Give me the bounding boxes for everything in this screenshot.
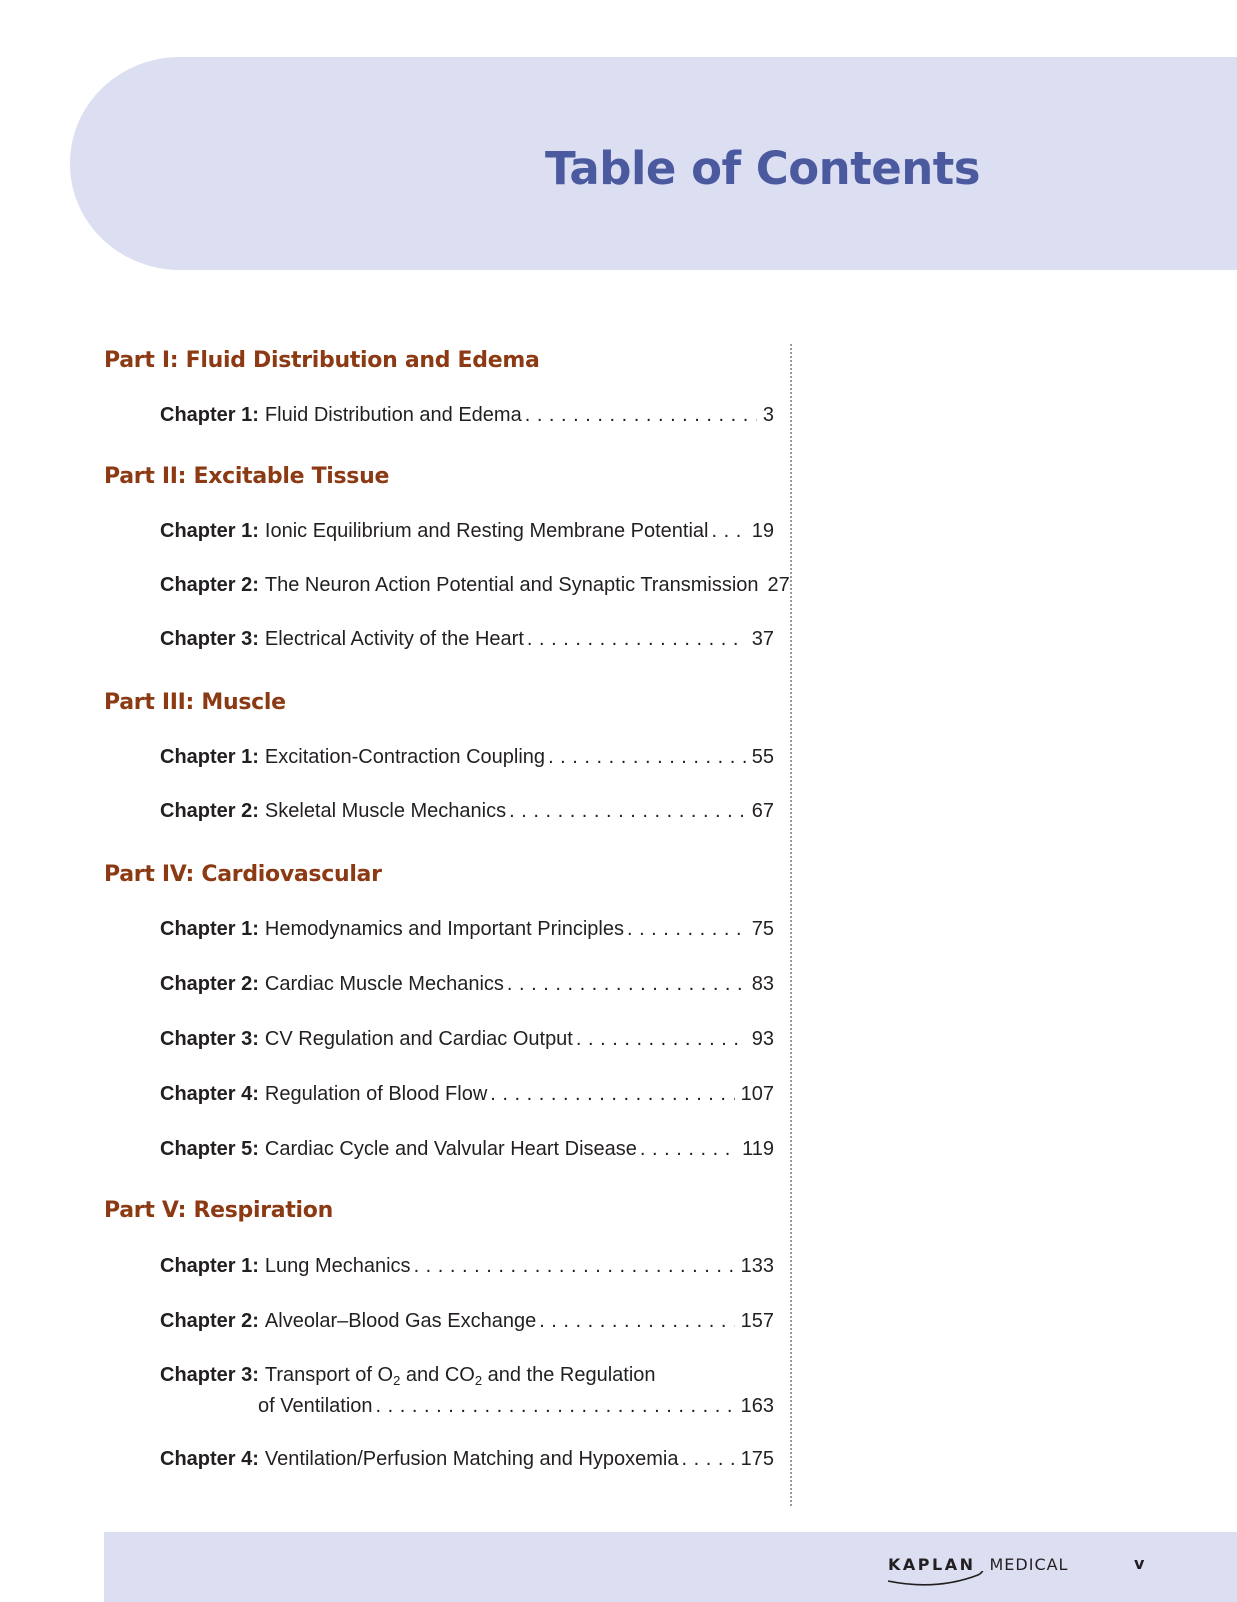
toc-entry[interactable] (160, 516, 774, 546)
kaplan-medical-logo (888, 1549, 1068, 1579)
page-ref: 37 (751, 628, 774, 650)
dot-leader (681, 1444, 734, 1474)
chapter-label: Chapter 1: (160, 918, 259, 940)
page-number: v (1134, 1554, 1145, 1573)
chapter-label: Chapter 3: (160, 1028, 259, 1050)
page-ref: 3 (762, 404, 774, 426)
dot-leader (576, 1024, 746, 1054)
dot-leader (376, 1391, 735, 1421)
chapter-title: Fluid Distribution and Edema (264, 404, 522, 426)
page-ref: 83 (751, 973, 774, 995)
toc-entry[interactable] (160, 1444, 774, 1474)
page-ref: 163 (740, 1395, 774, 1417)
page-ref: 93 (751, 1028, 774, 1050)
toc-entry[interactable] (160, 796, 774, 826)
page-ref: 157 (740, 1310, 774, 1332)
chapter-label: Chapter 5: (160, 1138, 259, 1160)
part-heading-5: Part V: Respiration (104, 1198, 333, 1223)
toc-entry[interactable] (160, 1079, 774, 1109)
dot-leader (509, 796, 746, 826)
toc-entry[interactable] (160, 914, 774, 944)
chapter-title: Cardiac Cycle and Valvular Heart Disease (264, 1138, 637, 1160)
dot-leader (539, 1306, 734, 1336)
dot-leader (640, 1134, 736, 1164)
toc-entry[interactable] (160, 624, 774, 654)
dot-leader (507, 969, 746, 999)
chapter-label: Chapter 2: (160, 1310, 259, 1332)
chapter-title: Skeletal Muscle Mechanics (264, 800, 507, 822)
chapter-title: Alveolar–Blood Gas Exchange (264, 1310, 537, 1332)
page-ref: 27 (767, 574, 790, 596)
column-divider (790, 344, 792, 1506)
chapter-label: Chapter 1: (160, 520, 259, 542)
chapter-title: Transport of $O_2$ and $CO_2$ and the Regulation (264, 1364, 656, 1388)
toc-entry[interactable] (160, 570, 790, 600)
chapter-title-continued: of Ventilation (258, 1395, 373, 1417)
part-heading-1: Part I: Fluid Distribution and Edema (104, 348, 540, 373)
chapter-label: Chapter 3: (160, 628, 259, 650)
toc-entry[interactable] (160, 1306, 774, 1336)
chapter-title: Cardiac Muscle Mechanics (264, 973, 504, 995)
brand-name: KAPLAN (888, 1555, 985, 1574)
part-heading-4: Part IV: Cardiovascular (104, 862, 382, 887)
chapter-title: CV Regulation and Cardiac Output (264, 1028, 573, 1050)
chapter-title: Ventilation/Perfusion Matching and Hypoxemia (264, 1448, 679, 1470)
page-ref: 133 (740, 1255, 774, 1277)
toc-entry[interactable] (160, 1251, 774, 1281)
chapter-title: Electrical Activity of the Heart (264, 628, 524, 650)
chapter-title: Lung Mechanics (264, 1255, 411, 1277)
chapter-label: Chapter 1: (160, 746, 259, 768)
chapter-label: Chapter 1: (160, 1255, 259, 1277)
part-heading-3: Part III: Muscle (104, 690, 286, 715)
chapter-label: Chapter 1: (160, 404, 259, 426)
part-heading-2: Part II: Excitable Tissue (104, 464, 390, 489)
page-ref: 75 (751, 918, 774, 940)
toc-entry[interactable] (160, 1134, 774, 1164)
chapter-title: Hemodynamics and Important Principles (264, 918, 624, 940)
dot-leader (525, 400, 757, 430)
dot-leader (627, 914, 746, 944)
page-ref: 55 (751, 746, 774, 768)
toc-entry[interactable] (160, 969, 774, 999)
toc-entry[interactable] (160, 400, 774, 430)
dot-leader (527, 624, 746, 654)
chapter-label: Chapter 4: (160, 1448, 259, 1470)
dot-leader (711, 516, 745, 546)
page-ref: 67 (751, 800, 774, 822)
dot-leader (490, 1079, 734, 1109)
brand-suffix: MEDICAL (989, 1554, 1069, 1574)
page-ref: 175 (740, 1448, 774, 1470)
toc-entry[interactable] (160, 742, 774, 772)
chapter-title: Ionic Equilibrium and Resting Membrane Potential (264, 520, 709, 542)
dot-leader (414, 1251, 735, 1281)
page-ref: 107 (740, 1083, 774, 1105)
chapter-label: Chapter 2: (160, 800, 259, 822)
chapter-label: Chapter 2: (160, 973, 259, 995)
toc-entry[interactable] (160, 1024, 774, 1054)
chapter-label: Chapter 3: (160, 1364, 259, 1386)
chapter-label: Chapter 4: (160, 1083, 259, 1105)
page-title: Table of Contents (545, 142, 981, 195)
page-ref: 119 (742, 1138, 774, 1160)
dot-leader (548, 742, 746, 772)
chapter-title: Regulation of Blood Flow (264, 1083, 488, 1105)
chapter-label: Chapter 2: (160, 574, 259, 596)
swoosh-icon (886, 1571, 996, 1591)
page-ref: 19 (751, 520, 774, 542)
chapter-title: Excitation-Contraction Coupling (264, 746, 546, 768)
chapter-title: The Neuron Action Potential and Synaptic Transmission (264, 574, 759, 596)
toc-entry[interactable] (160, 1360, 774, 1422)
